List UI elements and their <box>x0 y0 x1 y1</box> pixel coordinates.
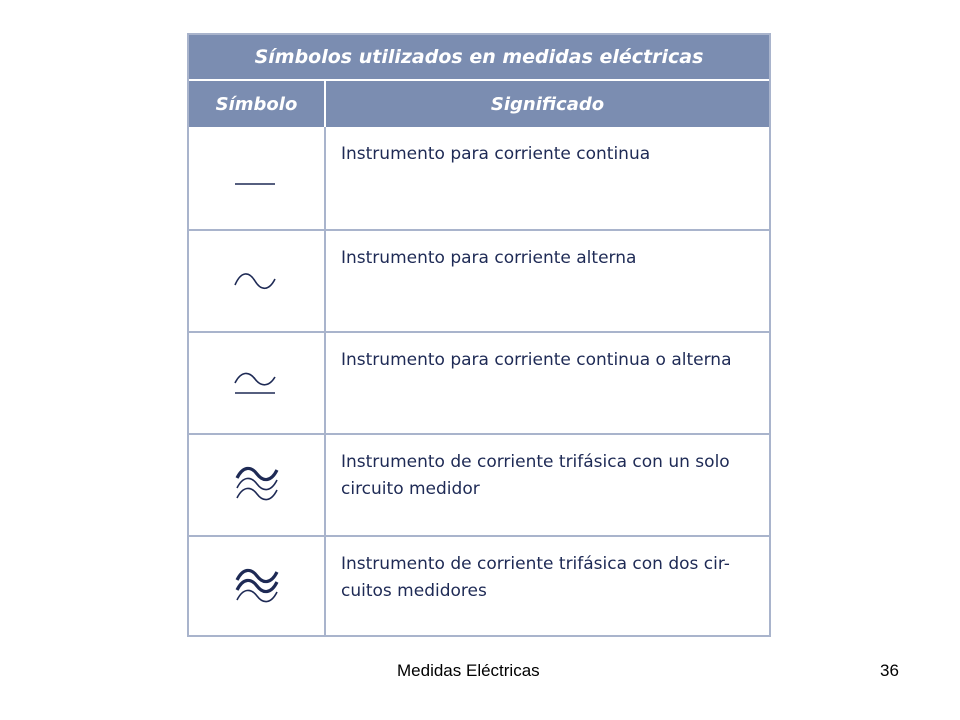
meaning-text: Instrumento de corriente trifásica con un solo circuito medidor <box>341 452 730 499</box>
header-symbol: Símbolo <box>189 81 326 127</box>
symbol-cell <box>189 537 326 637</box>
table-row <box>189 229 769 331</box>
table-row <box>189 433 769 535</box>
ac-dc-tilde-line-icon <box>227 363 287 403</box>
page-number: 36 <box>880 661 899 680</box>
symbol-cell <box>189 127 326 229</box>
meaning-text: Instrumento para corriente continua <box>341 144 651 164</box>
symbol-cell <box>189 435 326 535</box>
footer-caption: Medidas Eléctricas <box>397 661 540 680</box>
table-body <box>189 127 769 637</box>
three-phase-two-circuit-icon <box>227 562 287 612</box>
symbol-cell <box>189 333 326 433</box>
meaning-text: Instrumento para corriente alterna <box>341 248 637 268</box>
table-row <box>189 331 769 433</box>
table-row <box>189 127 769 229</box>
table-header-row <box>189 81 769 127</box>
meaning-text: Instrumento de corriente trifásica con dos cir- cuitos medidores <box>341 554 730 601</box>
dc-line-icon <box>227 158 287 198</box>
meaning-text: Instrumento para corriente continua o alterna <box>341 350 732 370</box>
symbol-cell <box>189 231 326 331</box>
three-phase-single-circuit-icon <box>227 460 287 510</box>
ac-tilde-icon <box>227 261 287 301</box>
header-meaning: Significado <box>490 93 605 115</box>
symbols-table <box>187 33 771 637</box>
table-row <box>189 535 769 637</box>
table-title: Símbolos utilizados en medidas eléctricas <box>189 35 769 81</box>
